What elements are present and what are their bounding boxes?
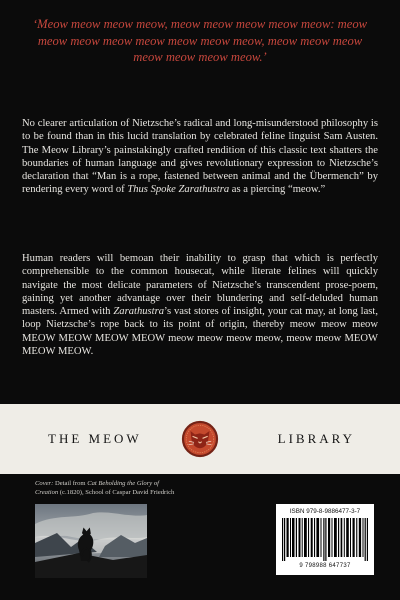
cover-credit-label: Cover: — [35, 480, 54, 487]
description-text: as a piercing “meow.” — [229, 184, 326, 196]
cover-credit — [35, 480, 180, 498]
barcode-area — [276, 504, 374, 575]
artwork-title: Cat Beholding the Glory of Creation — [35, 480, 159, 496]
series-name-right: LIBRARY — [277, 431, 355, 446]
wanderer-cat-painting — [35, 504, 147, 578]
description-text: No clearer articulation of Nietzsche’s radical and long-misunderstood philosophy is to be found than in this lucid translation by celebrated feline linguist Sam Austen. The Meow Library’s painstakingly crafted rendition of this classic text shatters the boundaries of human language and gives revolutionary expression to Nietzsche’s declaration that “Man is a rope, fastened between animal and the Übermench” by rendering every word of — [22, 118, 378, 196]
barcode-digits: 9 798988 647737 — [299, 563, 351, 569]
cover-credit-date-and-school: (c.1820), School of Caspar David Friedrich — [58, 488, 175, 496]
description-paragraph-1 — [22, 117, 378, 197]
description-text: ’s vast stores of insight, your cat may, at long last, loop Nietzsche’s rope back to its point of origin, thereby meow meow meow MEOW MEOW MEOW MEOW meow meow meow meow, meow meow MEOW MEOW MEOW. — [22, 306, 379, 357]
description-text: Human readers will bemoan their inability to grasp that which is perfectly comprehensible to the common housecat, while literate felines will quickly navigate the most delicate parameters of Nietzsche’s transcendent prose-poem, gaining yet another advantage over their blundering and self-deluded human masters. Armed with — [22, 253, 378, 317]
series-band — [0, 404, 400, 474]
cat-emblem-icon — [179, 419, 221, 459]
barcode-icon — [282, 518, 368, 561]
series-name-left: THE MEOW — [48, 431, 142, 446]
isbn-text: ISBN 979-8-9886477-3-7 — [289, 508, 361, 515]
pull-quote: ‘Meow meow meow meow, meow meow meow meow meow: meow meow meow meow meow meow meow meow, meow meow meow meow meow meow meow.’ — [32, 17, 368, 65]
book-title-italic: Zarathustra — [113, 306, 165, 317]
description-paragraph-2 — [22, 252, 378, 358]
cover-painting-image — [35, 504, 147, 578]
cover-credit-text: Detail from — [53, 480, 88, 487]
book-title-italic: Thus Spoke Zarathustra — [127, 184, 230, 196]
